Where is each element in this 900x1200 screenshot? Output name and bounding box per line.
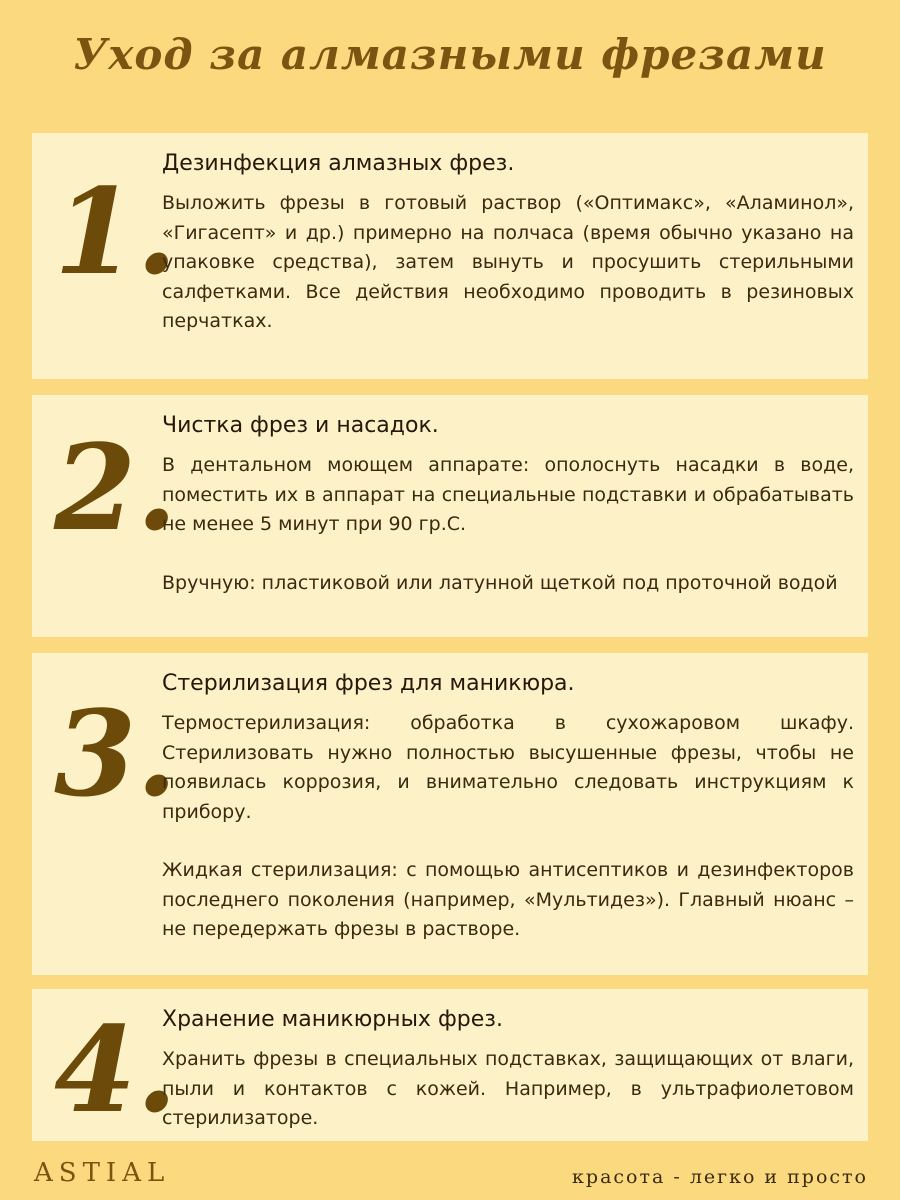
section-heading: Чистка фрез и насадок. xyxy=(162,413,439,438)
section-content xyxy=(162,669,854,945)
section-paragraph: Вручную: пластиковой или латунной щеткой под проточной водой xyxy=(162,571,838,594)
section-paragraph: Выложить фрезы в готовый раствор («Оптимакс», «Аламинол», «Гигасепт» и др.) примерно на полчаса (время обычно указано на упаковке средства), затем вынуть и просушить стерильными салфетками. Все действия необходимо проводить в резиновых перчатках. xyxy=(162,192,854,332)
section-sterilization xyxy=(32,653,868,975)
section-paragraph: В дентальном моющем аппарате: ополоснуть насадки в воде, поместить их в аппарат на специальные подставки и обрабатывать не менее 5 минут при 90 гр.С. xyxy=(162,454,854,535)
section-cleaning xyxy=(32,395,868,637)
section-heading: Дезинфекция алмазных фрез. xyxy=(162,151,515,176)
brand-name: ASTIAL xyxy=(34,1158,171,1188)
brand-tagline: красота - легко и просто xyxy=(572,1166,868,1188)
section-number: 2. xyxy=(54,418,178,557)
page-title: Уход за алмазными фрезами xyxy=(73,30,827,79)
section-paragraph: Жидкая стерилизация: с помощью антисептиков и дезинфекторов последнего поколения (например, «Мультидез»). Главный нюанс – не передержать фрезы в растворе. xyxy=(162,859,854,940)
section-disinfection xyxy=(32,133,868,379)
section-number: 1. xyxy=(54,162,178,301)
section-heading: Хранение маникюрных фрез. xyxy=(162,1007,503,1032)
section-number: 4. xyxy=(54,1000,178,1139)
section-paragraph: Хранить фрезы в специальных подставках, защищающих от влаги, пыли и контактов с кожей. Например, в ультрафиолетовом стерилизаторе. xyxy=(162,1048,854,1129)
section-content xyxy=(162,149,854,337)
section-heading: Стерилизация фрез для маникюра. xyxy=(162,671,575,696)
section-storage xyxy=(32,989,868,1141)
section-paragraph: Термостерилизация: обработка в сухожаровом шкафу. Стерилизовать нужно полностью высушенные фрезы, чтобы не появилась коррозия, и внимательно следовать инструкциям к прибору. xyxy=(162,712,854,823)
section-content xyxy=(162,1005,854,1134)
section-content xyxy=(162,411,854,598)
section-number: 3. xyxy=(54,684,178,823)
